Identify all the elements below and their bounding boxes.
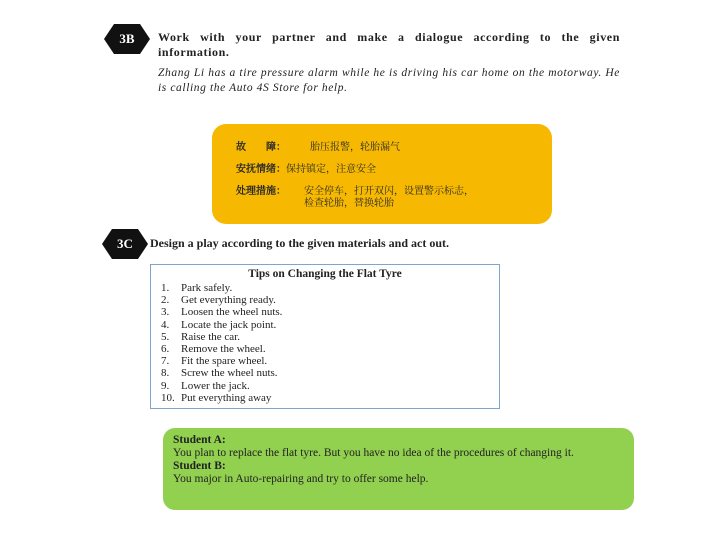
item-number: 4. [161,318,170,331]
tips-box [150,264,500,409]
item-number: 3. [161,306,170,319]
calm-row [236,160,376,175]
section-3c-instruction: Design a play according to the given materials and act out. [150,236,449,250]
list-item [161,282,282,294]
list-item [161,380,282,392]
tips-title: Tips on Changing the Flat Tyre [248,268,402,280]
fault-label: 故 障： [236,142,286,153]
list-item [161,343,282,355]
calm-label: 安抚情绪： [236,164,286,175]
item-text: Locate the jack point. [181,318,277,331]
item-number: 2. [161,294,170,307]
measures-row-2 [304,194,394,209]
item-text: Screw the wheel nuts. [181,367,278,380]
item-text: Put everything away [181,391,272,404]
item-text: Fit the spare wheel. [181,355,268,368]
calm-value: 保持镇定，注意安全 [286,164,376,175]
section-3c-badge-label: 3C [117,236,133,251]
list-item [161,294,282,306]
item-number: 10. [161,391,175,404]
item-text: Loosen the wheel nuts. [181,306,283,319]
measures-value-2: 检查轮胎，替换轮胎 [304,198,394,209]
list-item [161,306,282,318]
item-number: 5. [161,330,170,343]
student-a-heading: Student A: [173,434,226,446]
student-b-heading: Student B: [173,460,226,472]
list-item [161,331,282,343]
section-3b-badge-label: 3B [119,31,135,46]
item-text: Get everything ready. [181,294,276,307]
measures-label: 处理措施： [236,186,286,197]
measures-value: 安全停车，打开双闪，设置警示标志， [304,186,474,197]
student-roles-text [173,434,621,486]
list-item [161,392,282,404]
student-roles-box [163,428,634,510]
section-3b-badge [104,24,150,54]
section-3b-instruction: Work with your partner and make a dialogue according to the given information. [158,30,620,59]
section-3c-badge [102,229,148,259]
list-item [161,367,282,379]
student-b-text: You major in Auto-repairing and try to offer some help. [173,473,429,485]
item-text: Remove the wheel. [181,342,266,355]
item-number: 1. [161,282,170,294]
student-a-text: You plan to replace the flat tyre. But you have no idea of the procedures of changing it. [173,447,574,459]
fault-info-box [212,124,552,224]
item-number: 7. [161,355,170,368]
item-text: Raise the car. [181,330,240,343]
item-number: 6. [161,342,170,355]
section-3b-scenario: Zhang Li has a tire pressure alarm while he is driving his car home on the motorway. He is calling the Auto 4S Store for help. [158,67,620,94]
item-text: Park safely. [181,282,233,294]
fault-row [236,138,400,153]
item-number: 8. [161,367,170,380]
fault-value: 胎压报警，轮胎漏气 [310,142,400,153]
list-item [161,355,282,367]
list-item [161,319,282,331]
item-text: Lower the jack. [181,379,250,392]
item-number: 9. [161,379,170,392]
tips-list [161,282,282,404]
